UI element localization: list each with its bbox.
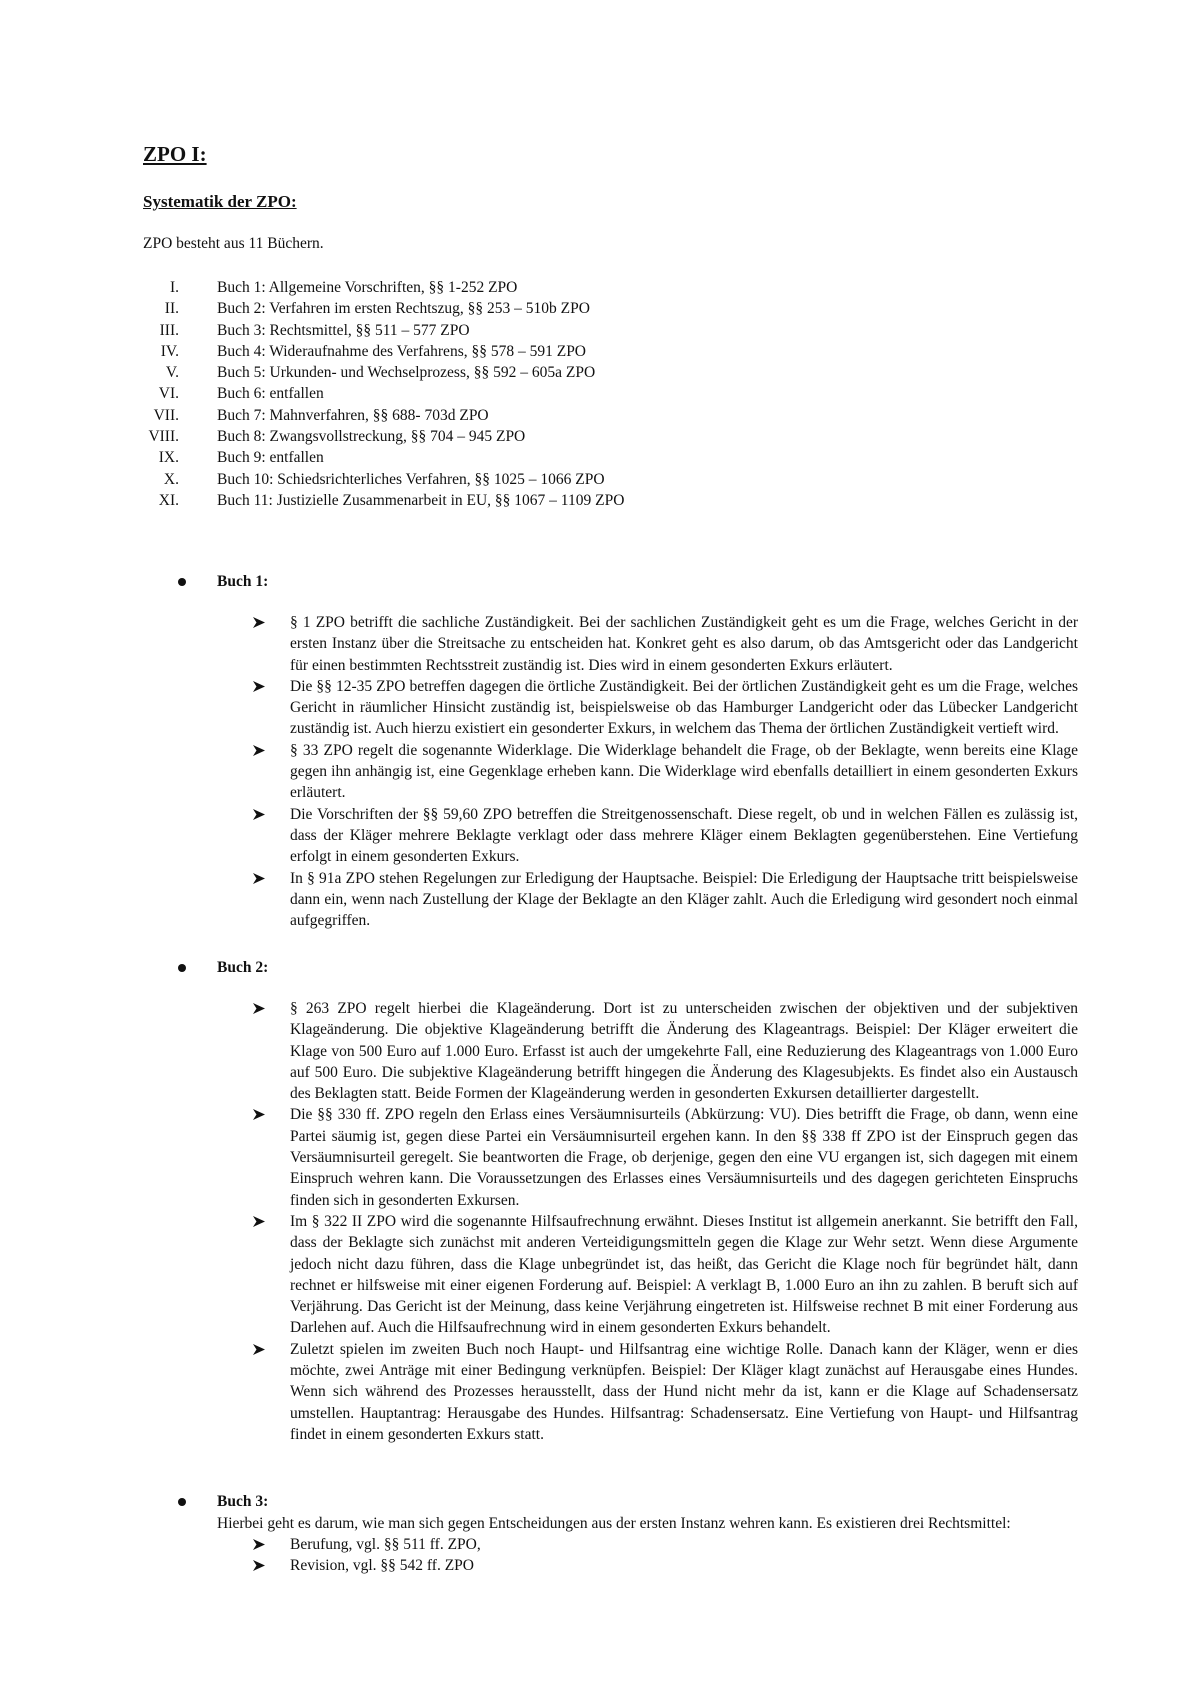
list-item bbox=[178, 740, 1078, 804]
item-text: § 1 ZPO betrifft die sachliche Zuständigkeit. Bei der sachlichen Zuständigkeit geht es um die Frage, welches Gericht in der ersten Instanz über die Streitsache zu entscheiden hat. Konkret geht es also darum, ob das Amtsgericht oder das Landgericht für einen bestimmten Rechtsstreit zuständig ist. Dies wird in einem gesonderten Exkurs erläutert. bbox=[290, 614, 1078, 674]
book-number: XI. bbox=[158, 491, 179, 509]
book-item bbox=[143, 447, 1043, 468]
book-text: Buch 10: Schiedsrichterliches Verfahren, §§ 1025 – 1066 ZPO bbox=[217, 470, 605, 488]
arrow-icon bbox=[253, 612, 265, 633]
book-text: Buch 2: Verfahren im ersten Rechtszug, §§ 253 – 510b ZPO bbox=[217, 300, 590, 318]
arrow-icon bbox=[253, 1534, 265, 1555]
book-item bbox=[143, 405, 1043, 426]
list-item bbox=[178, 1104, 1078, 1210]
list-item bbox=[178, 612, 1078, 676]
book-number: VII. bbox=[153, 406, 179, 424]
book-number: I. bbox=[169, 279, 179, 296]
arrow-icon bbox=[253, 1555, 265, 1576]
arrow-icon bbox=[253, 1104, 265, 1125]
book-item bbox=[143, 490, 1043, 511]
arrow-icon bbox=[253, 804, 265, 825]
section-title: Buch 1: bbox=[217, 573, 269, 590]
book-item bbox=[143, 277, 1043, 298]
book-number: IV. bbox=[160, 342, 179, 360]
item-text: § 33 ZPO regelt die sogenannte Widerklage. Die Widerklage behandelt die Frage, ob der Beklagte, wenn bereits eine Klage gegen ihn anhängig ist, eine Gegenklage erheben kann. Die Widerklage wird ebenfalls detailliert in einem gesonderten Exkurs erläutert. bbox=[290, 741, 1078, 802]
book-item bbox=[143, 426, 1043, 447]
item-text: § 263 ZPO regelt hierbei die Klageänderung. Dort ist zu unterscheiden zwischen der objektiven und der subjektiven Klageänderung. Die objektive Klageänderung betrifft die Änderung des Klageantrags. Beispiel: Der Kläger erweitert die Klage von 500 Euro auf 1.000 Euro. Erfasst ist auch der umgekehrte Fall, eine Reduzierung des Klageantrags von 1.000 Euro auf 500 Euro. Die subjektive Klageänderung betrifft hingegen die Änderung des Klagesubjekts. Es findet also ein Austausch des Beklagten statt. Beide Formen der Klageänderung werden in gesonderten Exkursen detaillierter dargestellt. bbox=[290, 1000, 1078, 1103]
item-text: Berufung, vgl. §§ 511 ff. ZPO, bbox=[290, 1536, 481, 1553]
bullet-icon bbox=[178, 964, 186, 972]
book-item bbox=[143, 362, 1043, 383]
book-item bbox=[143, 298, 1043, 319]
arrow-icon bbox=[253, 1339, 265, 1360]
arrow-icon bbox=[253, 998, 265, 1019]
item-list bbox=[178, 612, 1078, 931]
book-text: Buch 8: Zwangsvollstreckung, §§ 704 – 945 ZPO bbox=[217, 428, 526, 446]
book-text: Buch 4: Wideraufnahme des Verfahrens, §§ 578 – 591 ZPO bbox=[217, 342, 587, 360]
arrow-icon bbox=[253, 1211, 265, 1232]
document-title: ZPO I: bbox=[143, 142, 207, 166]
list-item bbox=[178, 998, 1078, 1104]
item-text: In § 91a ZPO stehen Regelungen zur Erledigung der Hauptsache. Beispiel: Die Erledigung der Hauptsache tritt beispielsweise dann ein, wenn nach Zustellung der Klage der Beklagte an den Kläger zahlt. Auch die Erledigung wird gesondert noch einmal aufgegriffen. bbox=[290, 869, 1078, 930]
book-item bbox=[143, 341, 1043, 362]
book-text: Buch 5: Urkunden- und Wechselprozess, §§ 592 – 605a ZPO bbox=[217, 364, 596, 382]
book-item bbox=[143, 383, 1043, 404]
book-text: Buch 9: entfallen bbox=[217, 449, 324, 467]
item-text: Zuletzt spielen im zweiten Buch noch Haupt- und Hilfsantrag eine wichtige Rolle. Danach kann der Kläger, wenn er dies möchte, zwei Anträge mit einer Bedingung verknüpfen. Beispiel: Der Kläger klagt zunächst auf Herausgabe eines Hundes. Wenn sich während des Prozesses herausstellt, dass der Hund nicht mehr da ist, kann er die Klage auf Schadensersatz umstellen. Hauptantrag: Herausgabe des Hundes. Hilfsantrag: Schadensersatz. Eine Vertiefung von Haupt- und Hilfsantrag findet in einem gesonderten Exkurs statt. bbox=[290, 1340, 1078, 1443]
arrow-icon bbox=[253, 868, 265, 889]
book-number: V. bbox=[165, 364, 179, 382]
section-title: Buch 3: bbox=[217, 1493, 269, 1510]
book-text: Buch 11: Justizielle Zusammenarbeit in EU, §§ 1067 – 1109 ZPO bbox=[217, 491, 625, 509]
item-list bbox=[178, 1534, 1078, 1577]
book-number: VI. bbox=[158, 385, 179, 403]
book-text: Buch 7: Mahnverfahren, §§ 688- 703d ZPO bbox=[217, 406, 489, 424]
book-number: II. bbox=[164, 300, 179, 318]
item-text: Die §§ 12-35 ZPO betreffen dagegen die örtliche Zuständigkeit. Bei der örtlichen Zuständigkeit geht es um die Frage, welches Gericht in räumlicher Hinsicht zuständig ist, beispielsweise ob das Hamburger Landgericht oder das Lübecker Landgericht zuständig ist. Auch hierzu existiert ein gesonderter Exkurs, in welchem das Thema der örtlichen Zuständigkeit vertieft wird. bbox=[290, 677, 1078, 738]
list-item bbox=[178, 804, 1078, 868]
book-number: VIII. bbox=[148, 428, 179, 446]
book-number: III. bbox=[159, 321, 179, 339]
list-item bbox=[178, 1339, 1078, 1445]
section-intro: Hierbei geht es darum, wie man sich gegen Entscheidungen aus der ersten Instanz wehren kann. Es existieren drei Rechtsmittel: bbox=[217, 1515, 1011, 1532]
section-title: Buch 2: bbox=[217, 959, 269, 976]
item-text: Revision, vgl. §§ 542 ff. ZPO bbox=[290, 1557, 474, 1575]
bullet-icon bbox=[178, 1498, 186, 1506]
book-text: Buch 1: Allgemeine Vorschriften, §§ 1-252 ZPO bbox=[217, 279, 518, 296]
section-heading: Systematik der ZPO: bbox=[143, 192, 297, 211]
intro-text: ZPO besteht aus 11 Büchern. bbox=[143, 235, 324, 252]
item-list bbox=[178, 998, 1078, 1445]
book-number: X. bbox=[163, 470, 179, 488]
bullet-icon bbox=[178, 578, 186, 586]
arrow-icon bbox=[253, 740, 265, 761]
book-number: IX. bbox=[158, 449, 179, 467]
list-item bbox=[178, 1555, 1078, 1576]
item-text: Die §§ 330 ff. ZPO regeln den Erlass eines Versäumnisurteils (Abkürzung: VU). Dies betrifft die Frage, ob dann, wenn eine Partei säumig ist, gegen diese Partei ein Versäumnisurteil ergehen kann. In den §§ 338 ff ZPO ist der Einspruch gegen das Versäumnisurteil geregelt. Sie beantworten die Frage, ob derjenige, gegen den eine VU ergangen ist, sich dagegen mit einem Einspruch wehren kann. Die Voraussetzungen des Erlasses eines Versäumnisurteils und des dagegen gerichteten Einspruchs finden sich in gesonderten Exkursen. bbox=[290, 1106, 1078, 1209]
item-text: Die Vorschriften der §§ 59,60 ZPO betreffen die Streitgenossenschaft. Diese regelt, ob und in welchen Fällen es zulässig ist, dass der Kläger mehrere Beklagte verklagt oder dass mehrere Kläger einem Beklagten gegenüberstehen. Eine Vertiefung erfolgt in einem gesonderten Exkurs. bbox=[290, 805, 1078, 866]
book-list bbox=[143, 277, 1043, 511]
book-text: Buch 6: entfallen bbox=[217, 385, 324, 403]
arrow-icon bbox=[253, 676, 265, 697]
book-item bbox=[143, 320, 1043, 341]
book-item bbox=[143, 469, 1043, 490]
list-item bbox=[178, 676, 1078, 740]
book-text: Buch 3: Rechtsmittel, §§ 511 – 577 ZPO bbox=[217, 321, 470, 339]
item-text: Im § 322 II ZPO wird die sogenannte Hilfsaufrechnung erwähnt. Dieses Institut ist allgemein anerkannt. Sie betrifft den Fall, dass der Beklagte sich zunächst mit anderen Verteidigungsmitteln gegen die Klage zur Wehr setzt. Wenn diese Argumente jedoch nicht dazu führen, dass die Klage unbegründet ist, das heißt, das Gericht die Klage noch für begründet hält, dann rechnet er hilfsweise mit einer eigenen Forderung auf. Beispiel: A verklagt B, 1.000 Euro an ihn zu zahlen. B beruft sich auf Verjährung. Das Gericht ist der Meinung, dass keine Verjährung eingetreten ist. Hilfsweise rechnet B mit einer Forderung aus Darlehen auf. Auch die Hilfsaufrechnung wird in einem gesonderten Exkurs behandelt. bbox=[290, 1212, 1078, 1337]
list-item bbox=[178, 1534, 1078, 1555]
list-item bbox=[178, 1211, 1078, 1339]
list-item bbox=[178, 868, 1078, 932]
